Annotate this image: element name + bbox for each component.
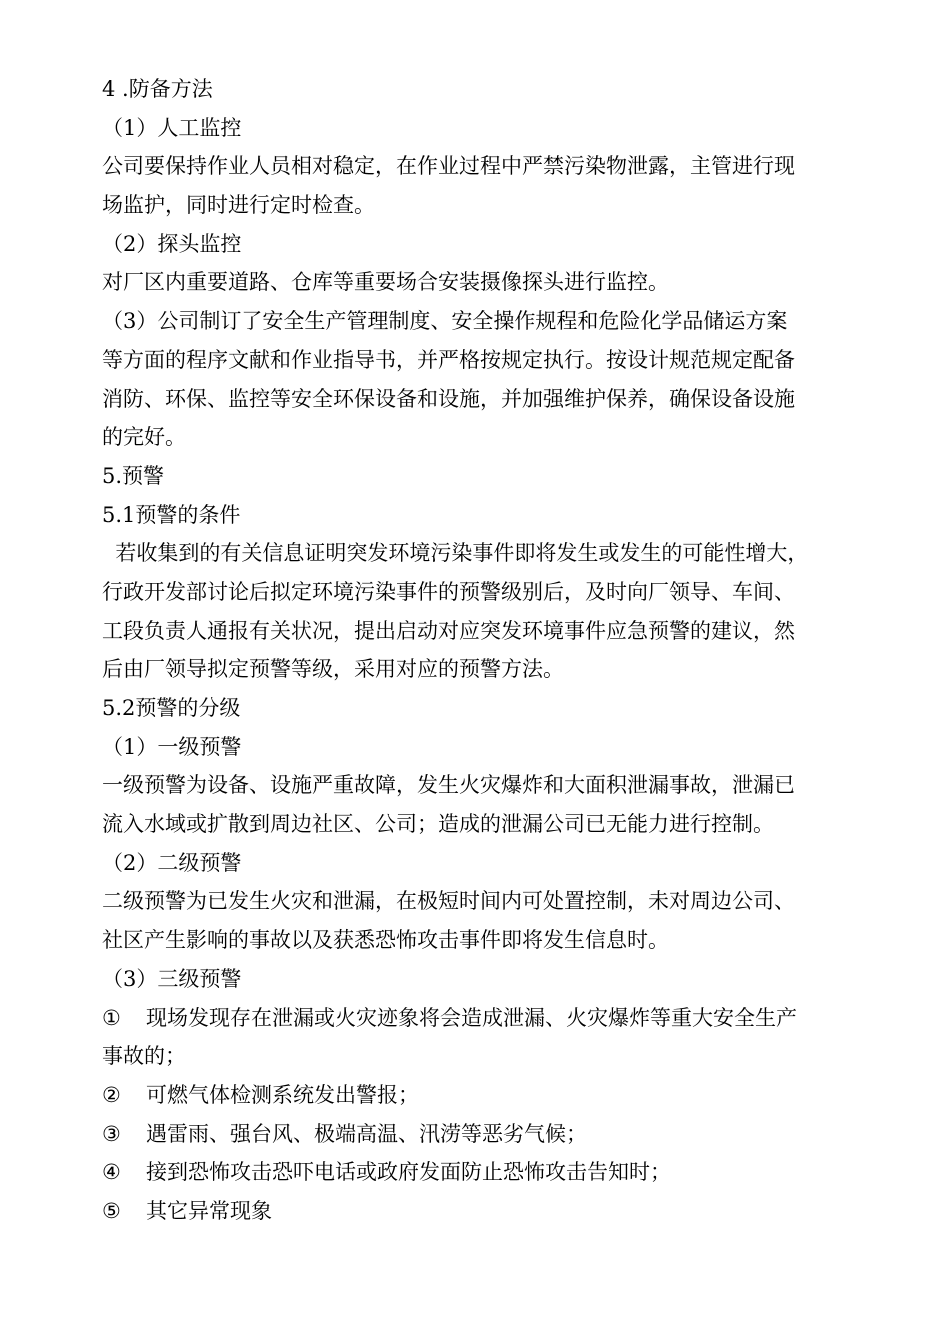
list-marker: ⑤ [102,1198,121,1223]
paragraph-line: 的完好。 [102,425,186,450]
subheading-probe-monitoring: （2）探头监控 [102,231,242,256]
list-item-text: 接到恐怖攻击恐吓电话或政府发面防止恐怖攻击告知时； [146,1160,671,1185]
document-page [102,70,852,1231]
list-marker: ④ [102,1160,121,1185]
list-item-text: 遇雷雨、强台风、极端高温、汛涝等恶劣气候； [146,1121,587,1146]
list-item [102,1115,852,1154]
section-heading-4: 4 .防备方法 [102,77,213,101]
paragraph-line: 场监护，同时进行定时检查。 [102,193,375,218]
list-marker: ① [102,1005,121,1030]
paragraph-line: 社区产生影响的事故以及获悉恐怖攻击事件即将发生信息时。 [102,928,669,953]
list-item-text: 其它异常现象 [146,1198,272,1223]
paragraph-line: 公司要保持作业人员相对稳定，在作业过程中严禁污染物泄露，主管进行现 [102,154,795,179]
paragraph-line: 等方面的程序文献和作业指导书，并严格按规定执行。按设计规范规定配备 [102,347,795,372]
subheading-manual-monitoring: （1）人工监控 [102,115,242,140]
list-item-text: 事故的； [102,1044,186,1069]
subsection-heading-5-2: 5.2预警的分级 [102,696,241,720]
subheading-level-2-warning: （2）二级预警 [102,850,242,875]
list-item [102,1192,852,1231]
paragraph-line: （3）公司制订了安全生产管理制度、安全操作规程和危险化学品储运方案 [102,309,788,334]
paragraph-line: 流入水域或扩散到周边社区、公司；造成的泄漏公司已无能力进行控制。 [102,812,774,837]
subheading-level-3-warning: （3）三级预警 [102,966,242,991]
subheading-level-1-warning: （1）一级预警 [102,734,242,759]
paragraph-line: 二级预警为已发生火灾和泄漏，在极短时间内可处置控制，未对周边公司、 [102,889,795,914]
paragraph-line: 若收集到的有关信息证明突发环境污染事件即将发生或发生的可能性增大， [102,541,809,566]
list-marker: ③ [102,1121,121,1146]
list-item-text: 可燃气体检测系统发出警报； [146,1082,419,1107]
section-heading-5: 5.预警 [102,463,165,488]
paragraph-line: 一级预警为设备、设施严重故障，发生火灾爆炸和大面积泄漏事故，泄漏已 [102,773,795,798]
paragraph-line: 行政开发部讨论后拟定环境污染事件的预警级别后，及时向厂领导、车间、 [102,579,795,604]
paragraph-line: 消防、环保、监控等安全环保设备和设施，并加强维护保养，确保设备设施 [102,386,795,411]
paragraph-line: 工段负责人通报有关状况，提出启动对应突发环境事件应急预警的建议，然 [102,618,795,643]
list-item-continuation [102,1037,852,1076]
list-item [102,1153,852,1192]
paragraph-line: 对厂区内重要道路、仓库等重要场合安装摄像探头进行监控。 [102,270,669,295]
list-item [102,999,852,1038]
list-item-text: 现场发现存在泄漏或火灾迹象将会造成泄漏、火灾爆炸等重大安全生产 [146,1005,797,1030]
paragraph-line: 后由厂领导拟定预警等级，采用对应的预警方法。 [102,657,564,682]
list-item [102,1076,852,1115]
list-marker: ② [102,1082,121,1107]
subsection-heading-5-1: 5.1预警的条件 [102,502,241,527]
